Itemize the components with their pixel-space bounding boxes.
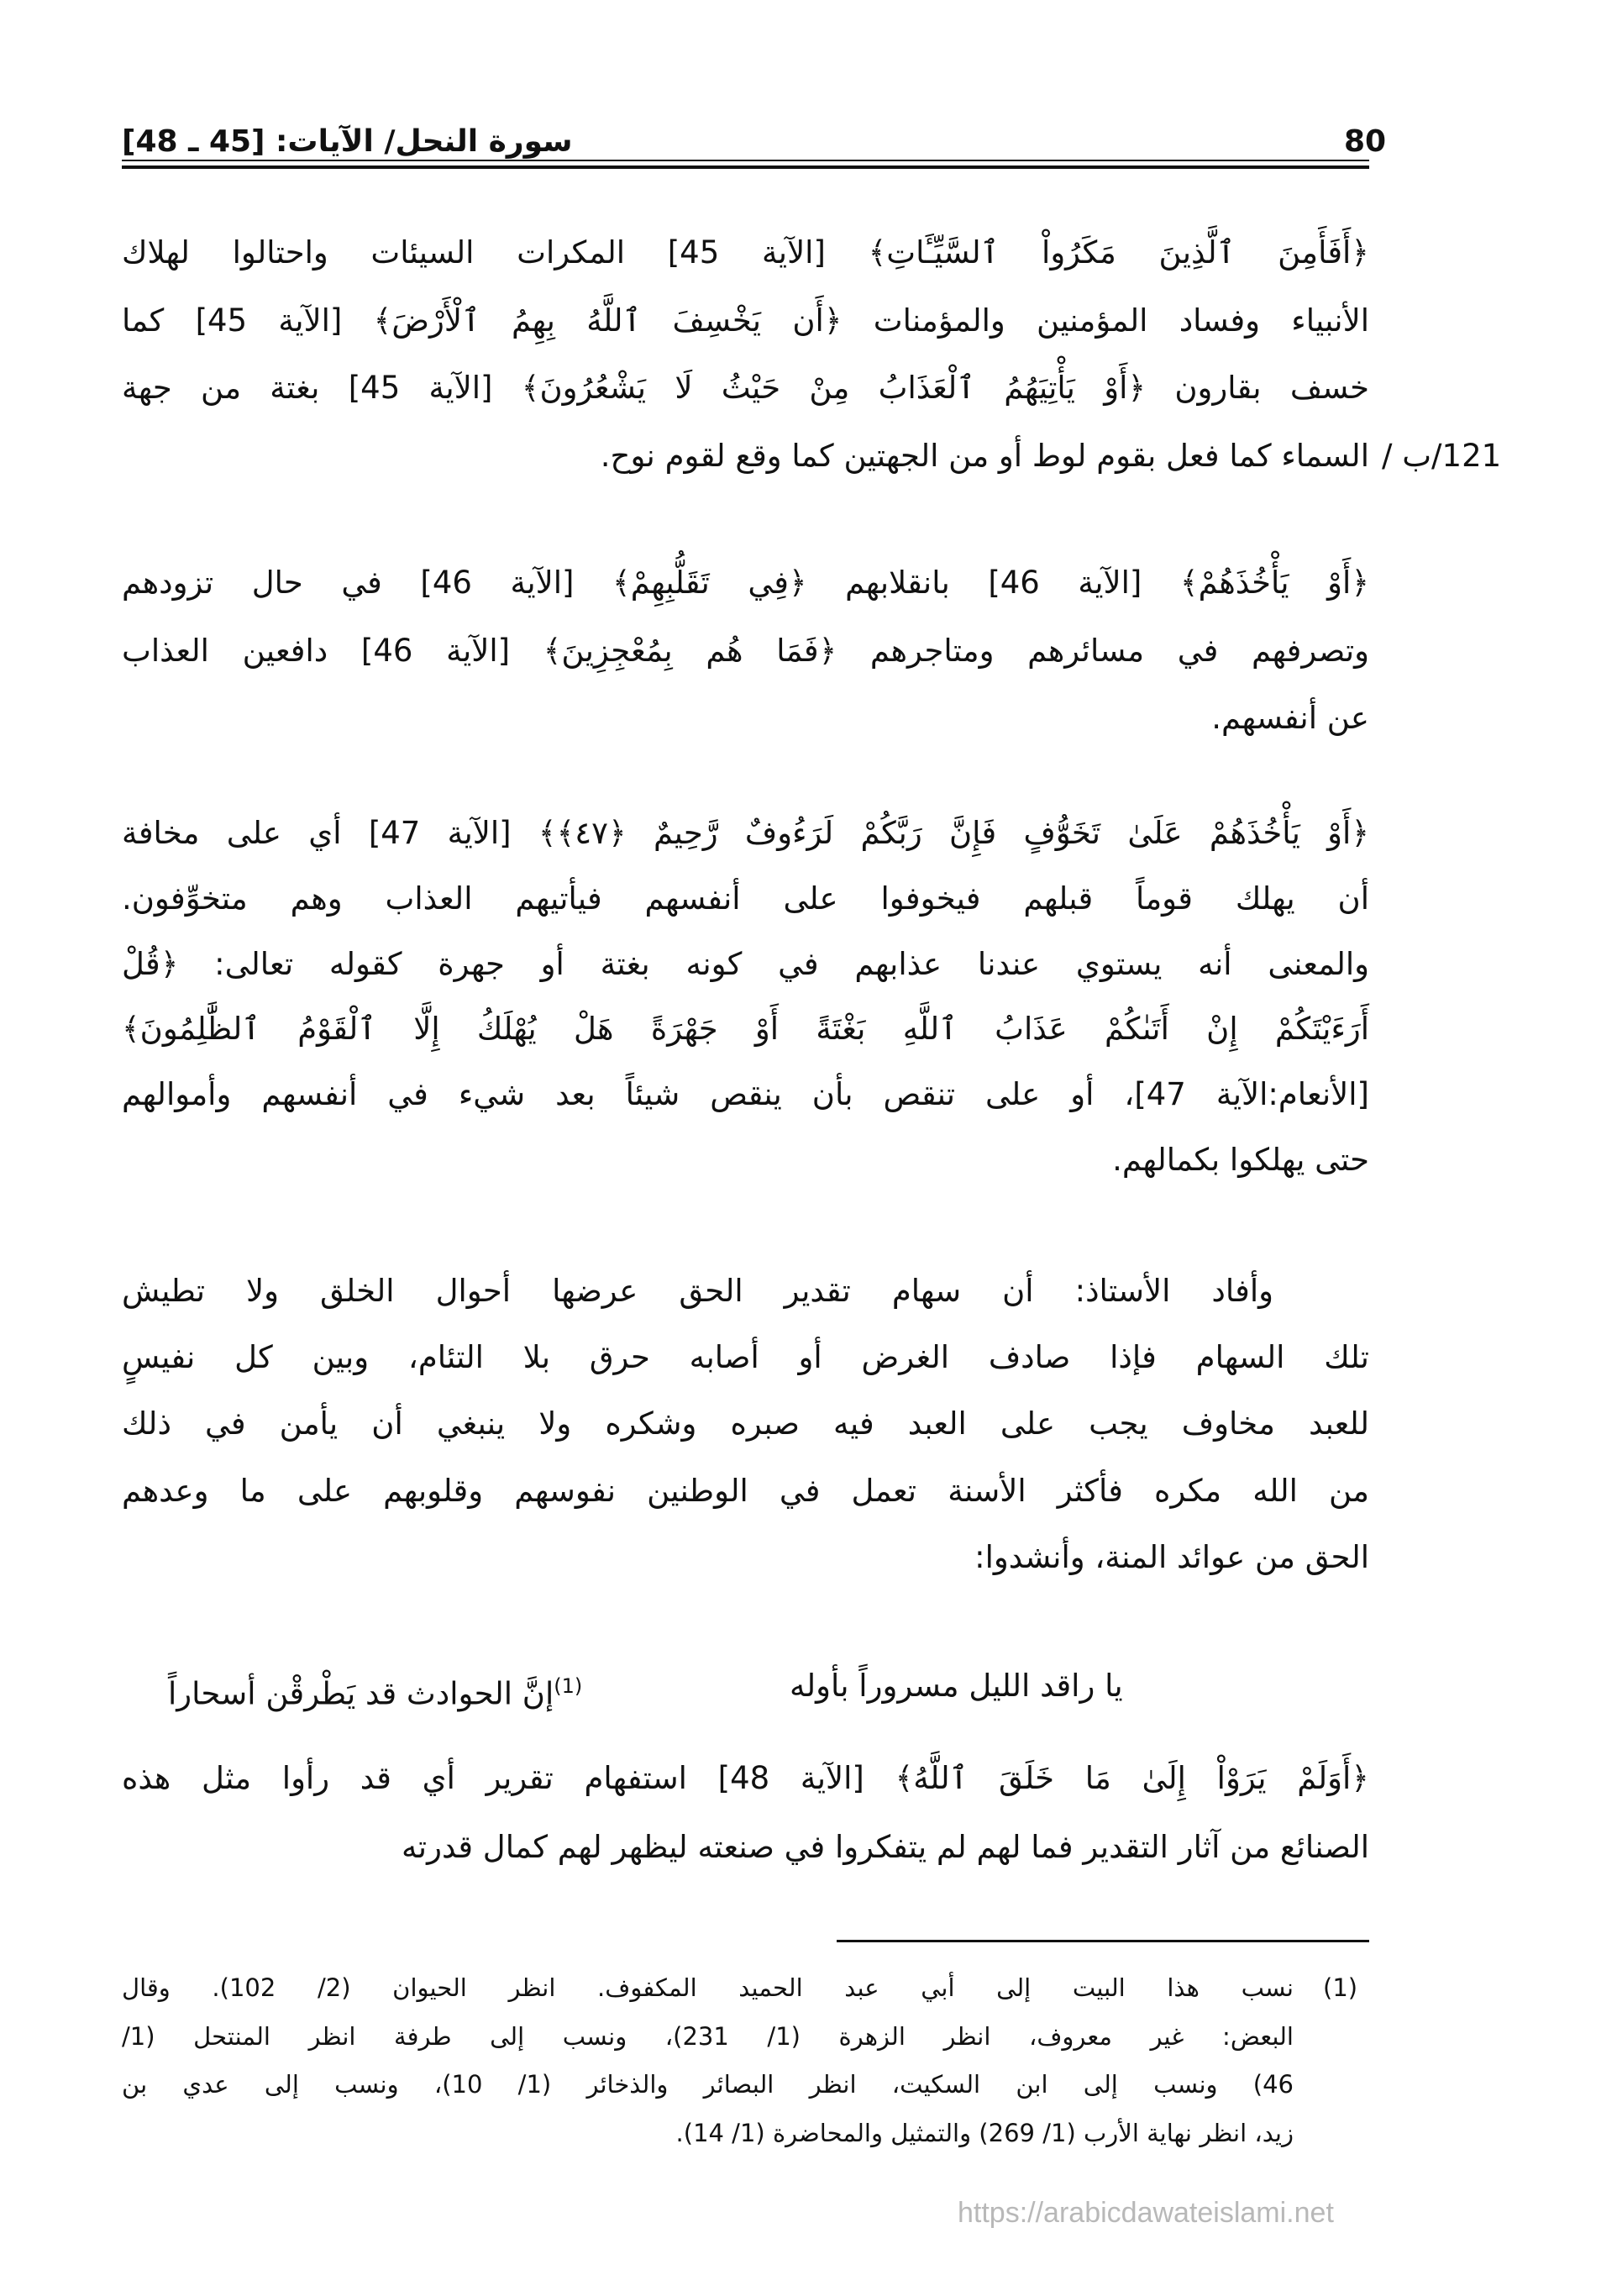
verse-hemistich: إنَّ الحوادث قد يَطْرقْن أسحاراً [168,1675,554,1712]
text-line: السماء كما فعل بقوم لوط أو من الجهتين كما وقع لقوم نوح. [600,437,1369,474]
text-line: ﴿أَوْ يَأْخُذَهُمْ﴾ [الآية 46] بانقلابهم ﴿فِي تَقَلُّبِهِمْ﴾ [الآية 46] في حال تزودهم [122,565,1369,601]
text-line: ﴿أَوَلَمْ يَرَوْاْ إِلَىٰ مَا خَلَقَ ٱللَّهُ﴾ [الآية 48] استفهام تقرير أي قد رأوا مثل هذه [122,1760,1369,1796]
text-line: [الأنعام:الآية 47]، أو على تنقص بأن ينقص شيئاً بعد شيء في أنفسهم وأموالهم [122,1076,1369,1113]
text-line: الحق من عوائد المنة، وأنشدوا: [974,1538,1369,1575]
text-line: والمعنى أنه يستوي عندنا عذابهم في كونه بغتة أو جهرة كقوله تعالى: ﴿قُلْ [122,945,1369,982]
text-line: من الله مكره فأكثر الأسنة تعمل في الوطنين نفوسهم وقلوبهم على ما وعدهم [122,1472,1369,1509]
header-rule [122,160,1369,161]
footnote-line: البعض: غير معروف، انظر الزهرة (1/ 231)، ونسب إلى طرفة انظر المنتحل (1/ [122,2021,1294,2051]
footnote-line: زيد، انظر نهاية الأرب (1/ 269) والتمثيل والمحاضرة (1/ 14). [675,2118,1294,2147]
footnote-line: نسب هذا البيت إلى أبي عبد الحميد المكفوف. انظر الحيوان (2/ 102). وقال [122,1973,1294,2002]
text-line: وتصرفهم في مسائرهم ومتاجرهم ﴿فَمَا هُم بِمُعْجِزِينَ﴾ [الآية 46] دافعين العذاب [122,632,1369,669]
text-line: الصنائع من آثار التقدير فما لهم لم يتفكروا في صنعته ليظهر لهم كمال قدرته [401,1829,1369,1865]
page-number: 80 [1344,124,1387,159]
watermark: https://arabicdawateislami.net [958,2197,1334,2229]
text-line: ﴿أَوْ يَأْخُذَهُمْ عَلَىٰ تَخَوُّفٍ فَإِنَّ رَبَّكُمْ لَرَءُوفٌ رَّحِيمٌ ﴿٤٧﴾﴾ [الآية 47] أي على مخافة [122,815,1370,851]
footnote-ref[interactable]: (1) [554,1674,583,1698]
text-line: وأفاد الأستاذ: أن سهام تقدير الحق عرضها أحوال الخلق ولا تطيش [122,1273,1273,1309]
text-line: أن يهلك قوماً قبلهم فيخوفوا على أنفسهم فيأتيهم العذاب وهم متخوِّفون. [122,880,1369,917]
running-title: سورة النحل/ الآيات: [45 ـ 48] [122,124,573,159]
manuscript-folio-note: 121/ب / [1382,437,1502,474]
header-rule-thick [122,166,1369,169]
text-line: تلك السهام فإذا صادف الغرض أو أصابه حرق بلا التئام، وبين كل نفيسٍ [122,1339,1369,1376]
text-line: للعبد مخاوف يجب على العبد فيه صبره وشكره ولا ينبغي أن يأمن في ذلك [122,1405,1369,1442]
footnote-marker: (1) [1323,1973,1358,2002]
footnote-line: 46) ونسب إلى ابن السكيت، انظر البصائر والذخائر (1/ 10)، ونسب إلى عدي بن [122,2070,1294,2099]
text-line: الأنبياء وفساد المؤمنين والمؤمنات ﴿أَن يَخْسِفَ ٱللَّهُ بِهِمُ ٱلْأَرْضَ﴾ [الآية 45] كما [122,302,1369,339]
text-line: ﴿أَفَأَمِنَ ٱلَّذِينَ مَكَرُواْ ٱلسَّيِّـَٔاتِ﴾ [الآية 45] المكرات السيئات واحتالوا لهلاك [122,234,1369,271]
text-line: خسف بقارون ﴿أَوْ يَأْتِيَهُمُ ٱلْعَذَابُ مِنْ حَيْثُ لَا يَشْعُرُونَ﴾ [الآية 45] بغتة من جهة [122,370,1369,407]
verse-first-hemistich: يا راقد الليل مسروراً بأوله [790,1668,1123,1704]
verse-second-hemistich [168,1652,582,1720]
footnote-rule [837,1940,1369,1942]
text-line: أَرَءَيْتَكُمْ إِنْ أَتَىٰكُمْ عَذَابُ ٱللَّهِ بَغْتَةً أَوْ جَهْرَةً هَلْ يُهْلَكُ إِلَّا ٱلْقَوْمُ ٱلظَّٰلِمُونَ﴾ [122,1011,1369,1048]
text-line: عن أنفسهم. [1211,700,1369,737]
text-line: حتى يهلكوا بكمالهم. [1112,1142,1369,1178]
